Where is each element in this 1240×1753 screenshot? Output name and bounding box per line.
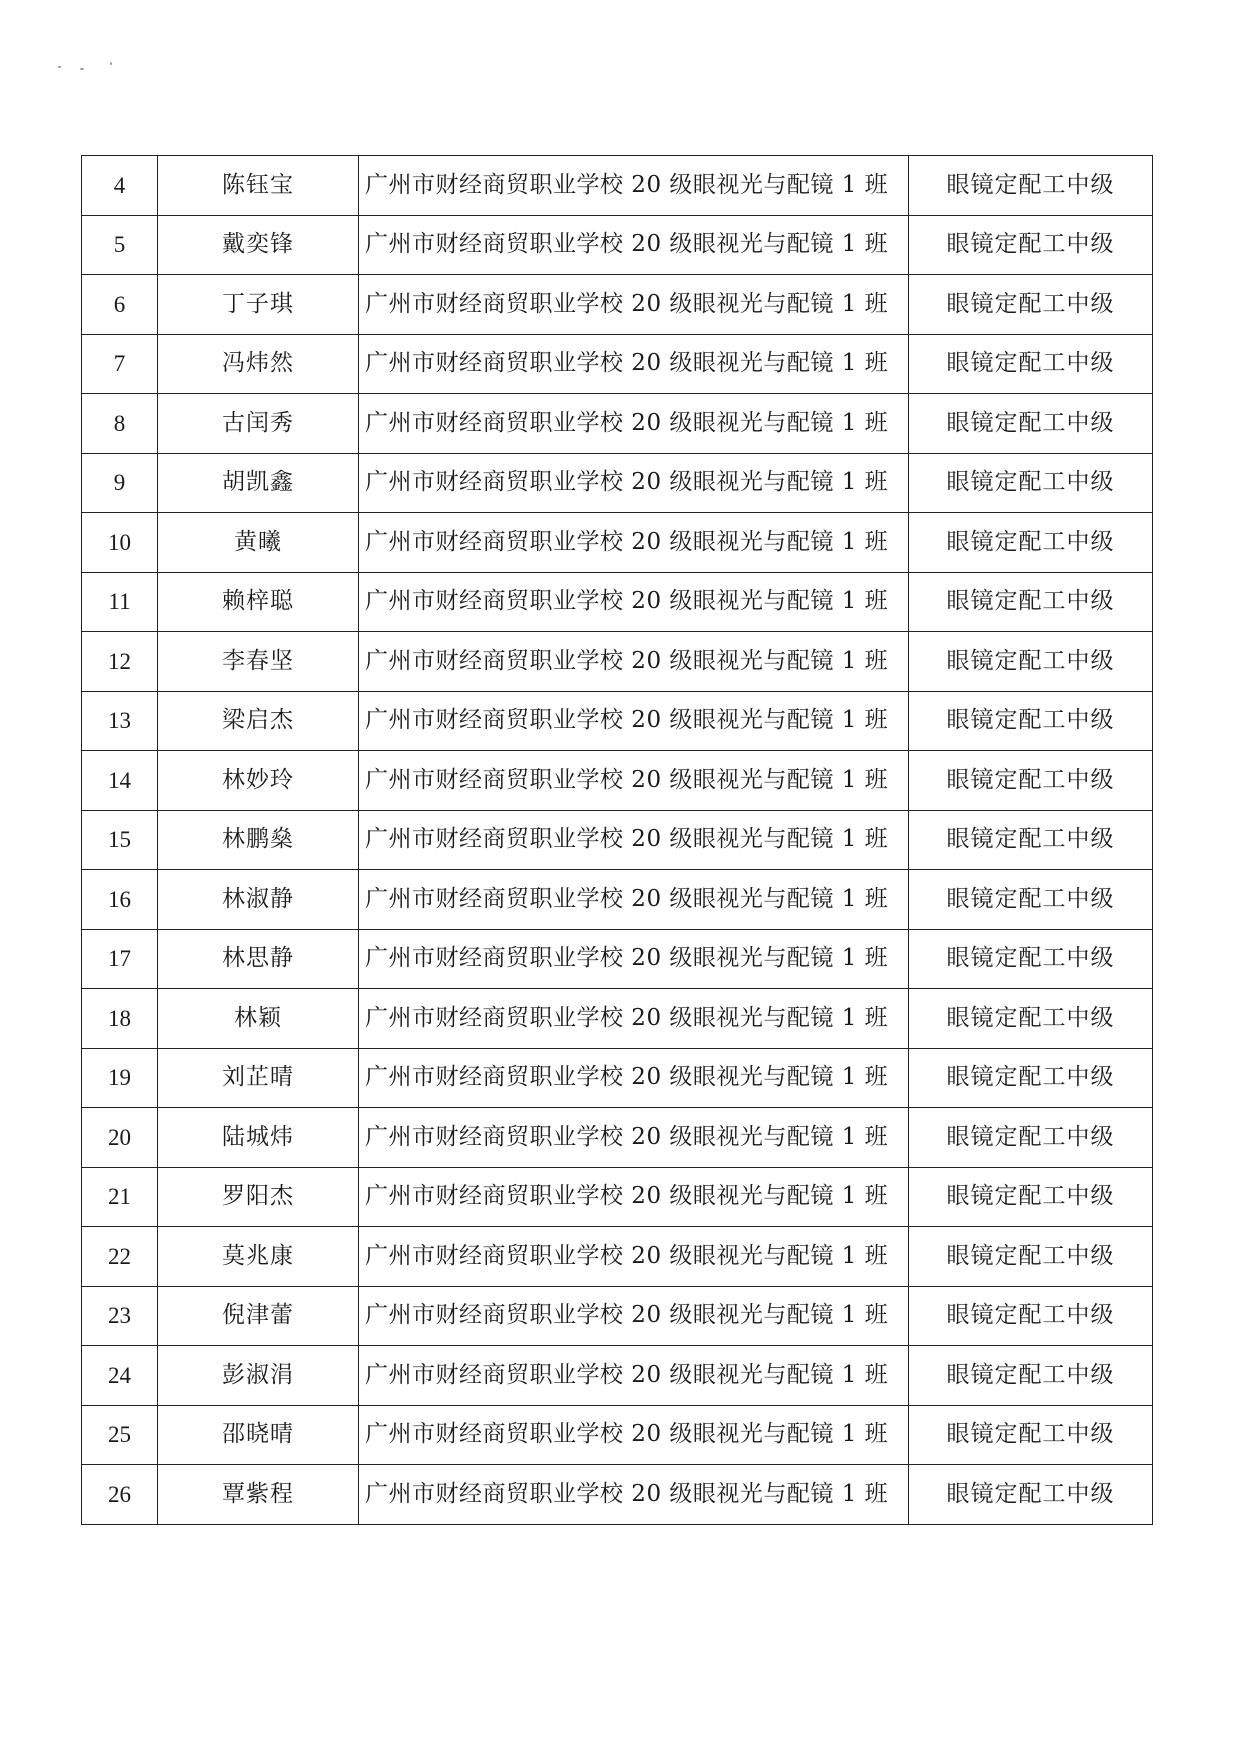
student-name: 林颖 bbox=[158, 989, 359, 1049]
school-class: 广州市财经商贸职业学校 20 级眼视光与配镜 1 班 bbox=[359, 334, 909, 394]
row-number: 17 bbox=[82, 929, 158, 989]
certificate-level: 眼镜定配工中级 bbox=[909, 394, 1153, 454]
student-name: 丁子琪 bbox=[158, 275, 359, 335]
school-class: 广州市财经商贸职业学校 20 级眼视光与配镜 1 班 bbox=[359, 513, 909, 573]
certificate-level: 眼镜定配工中级 bbox=[909, 989, 1153, 1049]
row-number: 10 bbox=[82, 513, 158, 573]
school-class: 广州市财经商贸职业学校 20 级眼视光与配镜 1 班 bbox=[359, 632, 909, 692]
school-class: 广州市财经商贸职业学校 20 级眼视光与配镜 1 班 bbox=[359, 394, 909, 454]
student-name: 罗阳杰 bbox=[158, 1167, 359, 1227]
certificate-level: 眼镜定配工中级 bbox=[909, 1405, 1153, 1465]
row-number: 14 bbox=[82, 751, 158, 811]
student-name: 刘芷晴 bbox=[158, 1048, 359, 1108]
certificate-level: 眼镜定配工中级 bbox=[909, 632, 1153, 692]
certificate-level: 眼镜定配工中级 bbox=[909, 1465, 1153, 1525]
row-number: 8 bbox=[82, 394, 158, 454]
row-number: 24 bbox=[82, 1346, 158, 1406]
school-class: 广州市财经商贸职业学校 20 级眼视光与配镜 1 班 bbox=[359, 691, 909, 751]
certificate-level: 眼镜定配工中级 bbox=[909, 691, 1153, 751]
certificate-level: 眼镜定配工中级 bbox=[909, 453, 1153, 513]
row-number: 16 bbox=[82, 870, 158, 930]
student-name: 胡凯鑫 bbox=[158, 453, 359, 513]
school-class: 广州市财经商贸职业学校 20 级眼视光与配镜 1 班 bbox=[359, 1405, 909, 1465]
student-name: 陆城炜 bbox=[158, 1108, 359, 1168]
table-row bbox=[82, 334, 1153, 394]
table-row bbox=[82, 751, 1153, 811]
row-number: 21 bbox=[82, 1167, 158, 1227]
school-class: 广州市财经商贸职业学校 20 级眼视光与配镜 1 班 bbox=[359, 275, 909, 335]
school-class: 广州市财经商贸职业学校 20 级眼视光与配镜 1 班 bbox=[359, 215, 909, 275]
row-number: 9 bbox=[82, 453, 158, 513]
student-name: 李春坚 bbox=[158, 632, 359, 692]
school-class: 广州市财经商贸职业学校 20 级眼视光与配镜 1 班 bbox=[359, 156, 909, 216]
row-number: 13 bbox=[82, 691, 158, 751]
school-class: 广州市财经商贸职业学校 20 级眼视光与配镜 1 班 bbox=[359, 1167, 909, 1227]
certificate-level: 眼镜定配工中级 bbox=[909, 1227, 1153, 1287]
certificate-level: 眼镜定配工中级 bbox=[909, 215, 1153, 275]
table-row bbox=[82, 1048, 1153, 1108]
row-number: 7 bbox=[82, 334, 158, 394]
student-name: 林妙玲 bbox=[158, 751, 359, 811]
student-name: 倪津蕾 bbox=[158, 1286, 359, 1346]
student-name: 赖梓聪 bbox=[158, 572, 359, 632]
certificate-level: 眼镜定配工中级 bbox=[909, 929, 1153, 989]
row-number: 11 bbox=[82, 572, 158, 632]
certificate-level: 眼镜定配工中级 bbox=[909, 751, 1153, 811]
row-number: 19 bbox=[82, 1048, 158, 1108]
table-row bbox=[82, 691, 1153, 751]
school-class: 广州市财经商贸职业学校 20 级眼视光与配镜 1 班 bbox=[359, 870, 909, 930]
table-row bbox=[82, 1167, 1153, 1227]
row-number: 25 bbox=[82, 1405, 158, 1465]
certificate-level: 眼镜定配工中级 bbox=[909, 334, 1153, 394]
school-class: 广州市财经商贸职业学校 20 级眼视光与配镜 1 班 bbox=[359, 751, 909, 811]
row-number: 6 bbox=[82, 275, 158, 335]
certificate-level: 眼镜定配工中级 bbox=[909, 1108, 1153, 1168]
table-row bbox=[82, 215, 1153, 275]
table-row bbox=[82, 929, 1153, 989]
certificate-level: 眼镜定配工中级 bbox=[909, 1346, 1153, 1406]
student-name: 莫兆康 bbox=[158, 1227, 359, 1287]
student-name: 古闰秀 bbox=[158, 394, 359, 454]
row-number: 22 bbox=[82, 1227, 158, 1287]
student-name: 冯炜然 bbox=[158, 334, 359, 394]
row-number: 15 bbox=[82, 810, 158, 870]
certificate-level: 眼镜定配工中级 bbox=[909, 1286, 1153, 1346]
school-class: 广州市财经商贸职业学校 20 级眼视光与配镜 1 班 bbox=[359, 1286, 909, 1346]
student-name: 梁启杰 bbox=[158, 691, 359, 751]
certificate-level: 眼镜定配工中级 bbox=[909, 275, 1153, 335]
table-row bbox=[82, 453, 1153, 513]
table-row bbox=[82, 870, 1153, 930]
student-name: 戴奕锋 bbox=[158, 215, 359, 275]
student-name: 林淑静 bbox=[158, 870, 359, 930]
school-class: 广州市财经商贸职业学校 20 级眼视光与配镜 1 班 bbox=[359, 1048, 909, 1108]
certificate-level: 眼镜定配工中级 bbox=[909, 513, 1153, 573]
roster-table-body bbox=[82, 156, 1153, 1525]
row-number: 23 bbox=[82, 1286, 158, 1346]
roster-table bbox=[81, 155, 1153, 1525]
table-row bbox=[82, 632, 1153, 692]
row-number: 20 bbox=[82, 1108, 158, 1168]
scan-artifact bbox=[58, 62, 118, 74]
certificate-level: 眼镜定配工中级 bbox=[909, 156, 1153, 216]
row-number: 26 bbox=[82, 1465, 158, 1525]
table-row bbox=[82, 394, 1153, 454]
school-class: 广州市财经商贸职业学校 20 级眼视光与配镜 1 班 bbox=[359, 1227, 909, 1287]
student-name: 林思静 bbox=[158, 929, 359, 989]
student-name: 彭淑涓 bbox=[158, 1346, 359, 1406]
table-row bbox=[82, 810, 1153, 870]
table-row bbox=[82, 989, 1153, 1049]
table-row bbox=[82, 156, 1153, 216]
table-row bbox=[82, 572, 1153, 632]
school-class: 广州市财经商贸职业学校 20 级眼视光与配镜 1 班 bbox=[359, 989, 909, 1049]
table-row bbox=[82, 1108, 1153, 1168]
student-name: 黄曦 bbox=[158, 513, 359, 573]
school-class: 广州市财经商贸职业学校 20 级眼视光与配镜 1 班 bbox=[359, 929, 909, 989]
student-name: 林鹏燊 bbox=[158, 810, 359, 870]
row-number: 5 bbox=[82, 215, 158, 275]
table-row bbox=[82, 513, 1153, 573]
table-row bbox=[82, 275, 1153, 335]
certificate-level: 眼镜定配工中级 bbox=[909, 572, 1153, 632]
school-class: 广州市财经商贸职业学校 20 级眼视光与配镜 1 班 bbox=[359, 1108, 909, 1168]
school-class: 广州市财经商贸职业学校 20 级眼视光与配镜 1 班 bbox=[359, 572, 909, 632]
school-class: 广州市财经商贸职业学校 20 级眼视光与配镜 1 班 bbox=[359, 810, 909, 870]
certificate-level: 眼镜定配工中级 bbox=[909, 870, 1153, 930]
table-row bbox=[82, 1227, 1153, 1287]
table-row bbox=[82, 1465, 1153, 1525]
school-class: 广州市财经商贸职业学校 20 级眼视光与配镜 1 班 bbox=[359, 453, 909, 513]
certificate-level: 眼镜定配工中级 bbox=[909, 1167, 1153, 1227]
row-number: 18 bbox=[82, 989, 158, 1049]
certificate-level: 眼镜定配工中级 bbox=[909, 810, 1153, 870]
table-row bbox=[82, 1346, 1153, 1406]
row-number: 4 bbox=[82, 156, 158, 216]
certificate-level: 眼镜定配工中级 bbox=[909, 1048, 1153, 1108]
student-name: 陈钰宝 bbox=[158, 156, 359, 216]
student-name: 邵晓晴 bbox=[158, 1405, 359, 1465]
student-name: 覃紫程 bbox=[158, 1465, 359, 1525]
school-class: 广州市财经商贸职业学校 20 级眼视光与配镜 1 班 bbox=[359, 1465, 909, 1525]
table-row bbox=[82, 1405, 1153, 1465]
row-number: 12 bbox=[82, 632, 158, 692]
school-class: 广州市财经商贸职业学校 20 级眼视光与配镜 1 班 bbox=[359, 1346, 909, 1406]
table-row bbox=[82, 1286, 1153, 1346]
